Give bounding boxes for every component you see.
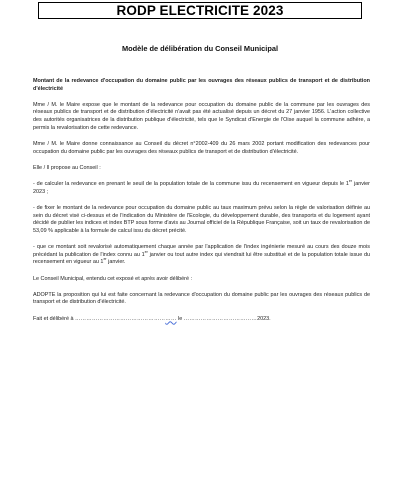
signoff-prefix: Fait et délibéré à	[33, 315, 76, 322]
superscript: er	[348, 179, 353, 184]
bullet-revalorisation-text: - que ce montant soit revalorisé automatiquement chaque année par l'application de l'index ingénierie mesuré au cours des douze mois précédant la publication de l'index connu au 1	[33, 244, 370, 258]
signoff-mid: le	[176, 315, 184, 322]
paragraph-deliberation: Le Conseil Municipal, entendu cet exposé et après avoir délibéré :	[33, 275, 192, 282]
document-title: Modèle de délibération du Conseil Municipal	[121, 44, 279, 53]
signoff-line	[33, 316, 370, 324]
paragraph-proposition: Elle / Il propose au Conseil :	[33, 164, 101, 171]
bullet-revalorisation-text-mid: janvier ou tout autre index qui viendrait lui être substitué et de la population totale issue du recensement en vigueur au 1	[33, 251, 371, 266]
signoff-year: 2023.	[257, 315, 271, 322]
bullet-revalorisation-text-end: janvier.	[106, 259, 126, 266]
bullet-population	[33, 181, 370, 196]
signoff-place-blank: …………………………………………	[75, 315, 166, 322]
subject-heading: Montant de la redevance d'occupation du domaine public par les ouvrages des réseaux publics de transport et de distribution d'électricité	[33, 78, 370, 92]
paragraph-adopte: ADOPTE la proposition qui lui est faite concernant la redevance d'occupation du domaine public par les ouvrages des réseaux publics de transport et de distribution d'électricité.	[33, 291, 370, 306]
paragraph-decret: Mme / M. le Maire donne connaissance au Conseil du décret n°2002-409 du 26 mars 2002 portant modification des redevances pour occupation du domaine public par les ouvrages des réseaux publics de transport et de distribution d'électricité.	[33, 140, 370, 155]
superscript: er	[103, 257, 107, 262]
paragraph-expose: Mme / M. le Maire expose que le montant de la redevance pour occupation du domaine public de la commune par les ouvrages des réseaux publics de transport et de distribution d'électricité n'avait pas été actualisé depuis un décret du 27 janvier 1956. L'action collective des autorités organisatrices de la distribution publique d'électricité, tels que le Syndicat d'Energie de l'Oise auquel la commune adhère, a permis la revalorisation de cette redevance.	[33, 101, 370, 131]
bullet-taux: - de fixer le montant de la redevance pour occupation du domaine public au taux maximum prévu selon la règle de valorisation définie au sein du décret visé ci-dessus et de l'indication du Ministère de l'Ecologie, du développement durable, des transports et du logement ayant décidé de publier les indices et index BTP sous forme d'avis au Journal officiel de la République Française, soit un taux de revalorisation de 53,09 % applicable à la formule de calcul issu du décret précité.	[33, 204, 370, 234]
bullet-population-text-end: janvier 2023 ;	[33, 181, 370, 195]
signoff-date-blank: …………………………………	[183, 315, 258, 322]
superscript: er	[144, 249, 148, 254]
bullet-population-text: - de calculer la redevance en prenant le seuil de la population totale de la commune issu du recensement en vigueur depuis le 1	[33, 181, 349, 188]
bullet-revalorisation	[33, 244, 370, 267]
signoff-place-blank-underlined: ……	[165, 315, 177, 322]
banner-title: RODP ELECTRICITE 2023	[38, 2, 362, 19]
document-body	[33, 78, 370, 331]
